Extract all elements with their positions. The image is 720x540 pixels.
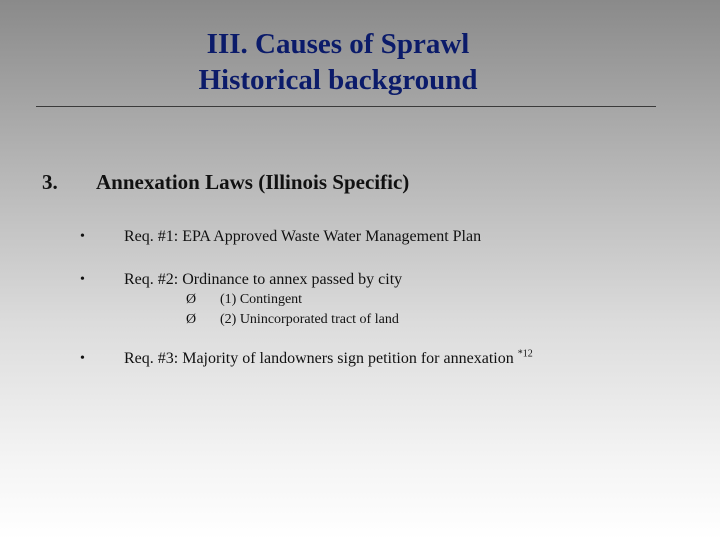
title-line-2: Historical background [198, 64, 478, 96]
section-heading: Annexation Laws (Illinois Specific) [96, 170, 410, 194]
arrow-bullet-icon: Ø [186, 312, 197, 327]
bullet-icon: • [80, 229, 85, 244]
list-item-req-3-text: Req. #3: Majority of landowners sign petition for annexation [124, 350, 514, 367]
list-item-req-2: Req. #2: Ordinance to annex passed by city [124, 271, 403, 288]
list-item-req-3 [124, 350, 533, 368]
slide-title [0, 26, 676, 98]
sub-item-unincorporated: (2) Unincorporated tract of land [220, 312, 399, 327]
footnote-reference: *12 [517, 348, 533, 360]
arrow-bullet-icon: Ø [186, 292, 197, 307]
title-divider [36, 106, 656, 107]
list-item-req-1: Req. #1: EPA Approved Waste Water Management Plan [124, 228, 482, 245]
bullet-icon: • [80, 351, 85, 366]
sub-item-contingent: (1) Contingent [220, 292, 303, 307]
title-line-1: III. Causes of Sprawl [206, 28, 470, 60]
section-number: 3. [42, 170, 58, 194]
bullet-icon: • [80, 272, 85, 287]
